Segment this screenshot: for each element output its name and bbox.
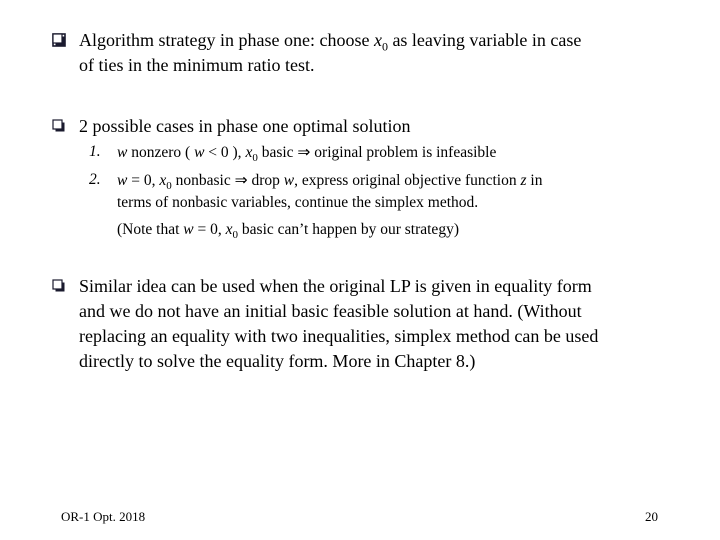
case-1-text: w nonzero ( w < 0 ), $x_0$ basic ⇒ original problem is infeasible bbox=[117, 144, 497, 165]
case-2-number: 2. bbox=[89, 171, 101, 188]
bullet-3-line-4: directly to solve the equality form. More in Chapter 8.) bbox=[79, 351, 476, 371]
page-number: 20 bbox=[645, 509, 658, 524]
bullet-3-line-1: Similar idea can be used when the original LP is given in equality form bbox=[79, 276, 592, 296]
case-2-text-line-2: terms of nonbasic variables, continue the simplex method. bbox=[117, 194, 479, 211]
case-1-number: 1. bbox=[89, 143, 101, 160]
case-2-text: w = 0, $x_0$ nonbasic ⇒ drop w, express original objective function z in bbox=[117, 172, 543, 193]
hollow-square-bullet-icon bbox=[52, 279, 66, 293]
hollow-square-bullet-icon bbox=[52, 119, 66, 133]
bullet-1-line-1: Algorithm strategy in phase one: choose $x_0$ as leaving variable in case bbox=[79, 30, 582, 54]
bullet-3-line-2: and we do not have an initial basic feasible solution at hand. (Without bbox=[79, 301, 582, 321]
bullet-1-line-2: of ties in the minimum ratio test. bbox=[79, 55, 315, 75]
bullet-3-line-3: replacing an equality with two inequalities, simplex method can be used bbox=[79, 326, 599, 346]
note-text: (Note that w = 0, $x_0$ basic can’t happen by our strategy) bbox=[117, 221, 459, 242]
bullet-2-heading: 2 possible cases in phase one optimal solution bbox=[79, 116, 411, 136]
hollow-square-bullet-icon bbox=[52, 33, 66, 47]
footer-course-label: OR-1 Opt. 2018 bbox=[61, 509, 146, 524]
